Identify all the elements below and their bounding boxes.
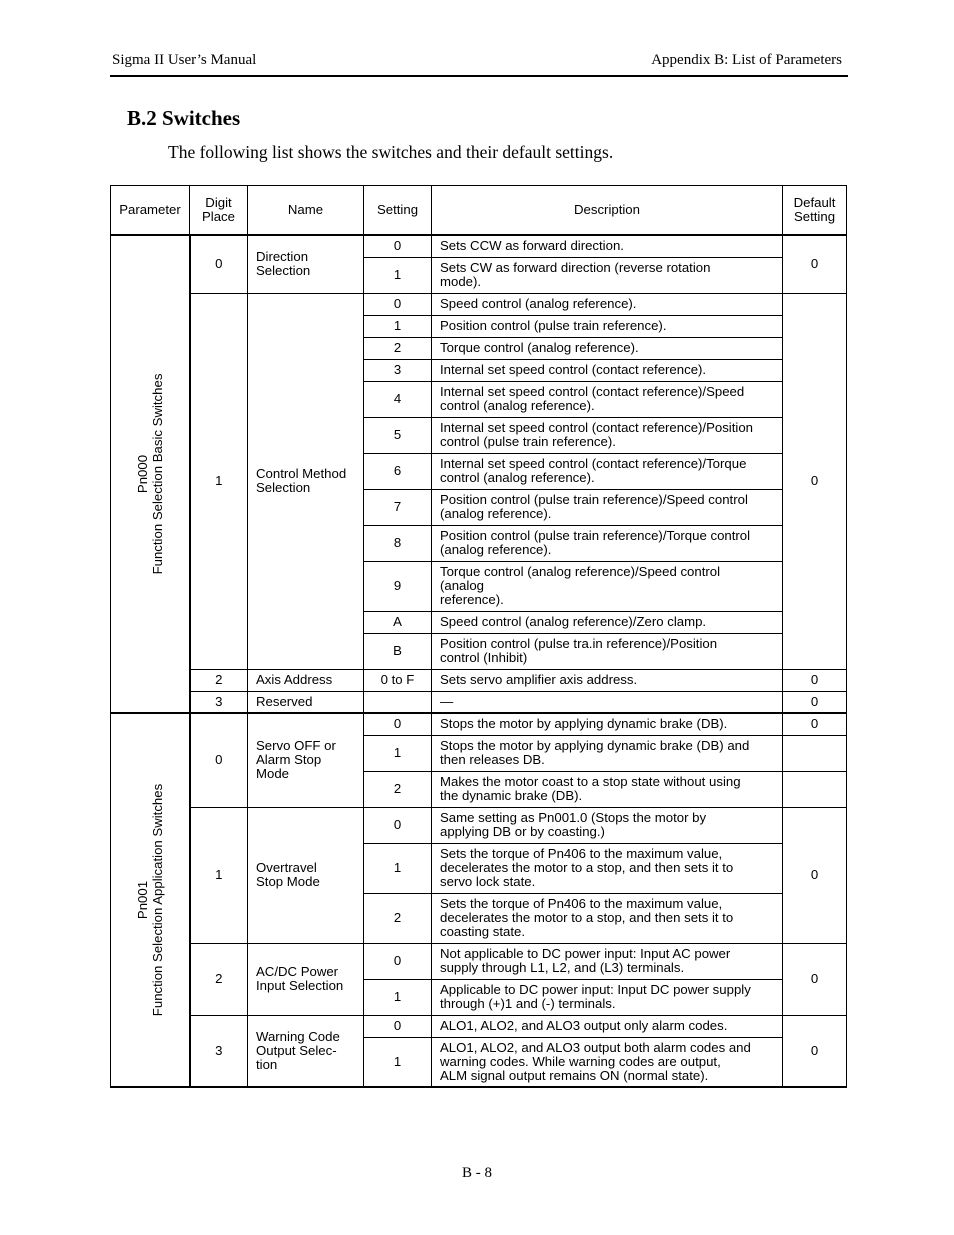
- setting-description-cell: Sets the torque of Pn406 to the maximum value, decelerates the motor to a stop, and then sets it to servo lock state.: [432, 843, 783, 893]
- running-header-left: Sigma II User’s Manual: [112, 52, 257, 68]
- switch-name-cell: Reserved: [248, 691, 364, 713]
- setting-description-cell: Torque control (analog reference)/Speed control (analog reference).: [432, 561, 783, 611]
- parameter-group-cell: [111, 713, 190, 1087]
- digit-place-cell: 0: [190, 235, 248, 293]
- switch-name-cell: Overtravel Stop Mode: [248, 807, 364, 943]
- setting-value-cell: 0: [364, 293, 432, 315]
- setting-description-cell: Stops the motor by applying dynamic brake (DB) and then releases DB.: [432, 735, 783, 771]
- digit-place-cell: 1: [190, 293, 248, 669]
- parameter-group-name: Function Selection Basic Switches: [149, 373, 165, 575]
- parameter-group-name: Function Selection Application Switches: [149, 783, 165, 1017]
- table-row: [111, 293, 847, 315]
- col-header-parameter: Parameter: [111, 186, 190, 236]
- digit-place-cell: 2: [190, 669, 248, 691]
- switch-name-cell: Axis Address: [248, 669, 364, 691]
- setting-description-cell: Internal set speed control (contact reference)/Position control (pulse train reference).: [432, 417, 783, 453]
- table-row: [111, 669, 847, 691]
- setting-value-cell: 1: [364, 257, 432, 293]
- switch-name-cell: Direction Selection: [248, 235, 364, 293]
- table-row: [111, 943, 847, 979]
- setting-description-cell: Speed control (analog reference).: [432, 293, 783, 315]
- setting-value-cell: 8: [364, 525, 432, 561]
- switch-name-cell: AC/DC Power Input Selection: [248, 943, 364, 1015]
- table-header-row: [111, 186, 847, 236]
- setting-description-cell: Stops the motor by applying dynamic brake (DB).: [432, 713, 783, 735]
- default-setting-cell: 0: [783, 669, 847, 691]
- parameter-group-cell: [111, 235, 190, 713]
- col-header-setting: Setting: [364, 186, 432, 236]
- parameter-id: Pn000: [134, 454, 150, 494]
- setting-value-cell: 6: [364, 453, 432, 489]
- default-setting-cell: [783, 771, 847, 807]
- setting-description-cell: Sets servo amplifier axis address.: [432, 669, 783, 691]
- setting-value-cell: 7: [364, 489, 432, 525]
- running-header-right: Appendix B: List of Parameters: [651, 52, 842, 68]
- setting-value-cell: [364, 691, 432, 713]
- digit-place-cell: 1: [190, 807, 248, 943]
- setting-description-cell: Torque control (analog reference).: [432, 337, 783, 359]
- setting-description-cell: Internal set speed control (contact reference)/Speed control (analog reference).: [432, 381, 783, 417]
- intro-paragraph: The following list shows the switches and their default settings.: [168, 142, 614, 162]
- parameter-group-label: [135, 374, 165, 575]
- setting-value-cell: 3: [364, 359, 432, 381]
- setting-description-cell: Position control (pulse train reference).: [432, 315, 783, 337]
- setting-description-cell: Sets CCW as forward direction.: [432, 235, 783, 257]
- default-setting-cell: [783, 735, 847, 771]
- setting-description-cell: Internal set speed control (contact reference).: [432, 359, 783, 381]
- setting-description-cell: Sets the torque of Pn406 to the maximum value, decelerates the motor to a stop, and then sets it to coasting state.: [432, 893, 783, 943]
- setting-value-cell: 1: [364, 1037, 432, 1087]
- digit-place-cell: 0: [190, 713, 248, 807]
- setting-description-cell: ALO1, ALO2, and ALO3 output both alarm codes and warning codes. While warning codes are output, ALM signal output remains ON (normal state).: [432, 1037, 783, 1087]
- default-setting-cell: 0: [783, 807, 847, 943]
- table-body: [111, 235, 847, 1087]
- setting-value-cell: A: [364, 611, 432, 633]
- page-number: B - 8: [462, 1165, 492, 1181]
- col-header-default: Default Setting: [783, 186, 847, 236]
- setting-value-cell: 0: [364, 235, 432, 257]
- setting-description-cell: Speed control (analog reference)/Zero clamp.: [432, 611, 783, 633]
- setting-value-cell: 2: [364, 771, 432, 807]
- setting-value-cell: 9: [364, 561, 432, 611]
- setting-description-cell: Not applicable to DC power input: Input AC power supply through L1, L2, and (L3) terminals.: [432, 943, 783, 979]
- setting-description-cell: Position control (pulse train reference)/Speed control (analog reference).: [432, 489, 783, 525]
- setting-value-cell: 1: [364, 979, 432, 1015]
- setting-value-cell: 0: [364, 943, 432, 979]
- col-header-digit-place: Digit Place: [190, 186, 248, 236]
- setting-description-cell: Applicable to DC power input: Input DC power supply through (+)1 and (-) terminals.: [432, 979, 783, 1015]
- setting-description-cell: ALO1, ALO2, and ALO3 output only alarm codes.: [432, 1015, 783, 1037]
- setting-description-cell: Makes the motor coast to a stop state without using the dynamic brake (DB).: [432, 771, 783, 807]
- table-row: [111, 691, 847, 713]
- section-title: B.2 Switches: [127, 106, 241, 130]
- table-row: [111, 235, 847, 257]
- setting-value-cell: B: [364, 633, 432, 669]
- setting-value-cell: 2: [364, 893, 432, 943]
- parameter-id: Pn001: [134, 880, 150, 920]
- setting-value-cell: 0: [364, 1015, 432, 1037]
- digit-place-cell: 2: [190, 943, 248, 1015]
- setting-value-cell: 1: [364, 735, 432, 771]
- default-setting-cell: 0: [783, 713, 847, 735]
- switch-name-cell: Warning Code Output Selec- tion: [248, 1015, 364, 1087]
- header-rule: [110, 75, 848, 77]
- setting-value-cell: 0: [364, 713, 432, 735]
- default-setting-cell: 0: [783, 691, 847, 713]
- setting-description-cell: —: [432, 691, 783, 713]
- table-row: [111, 1015, 847, 1037]
- setting-description-cell: Position control (pulse tra.in reference)/Position control (Inhibit): [432, 633, 783, 669]
- setting-value-cell: 2: [364, 337, 432, 359]
- default-setting-cell: 0: [783, 1015, 847, 1087]
- default-setting-cell: 0: [783, 293, 847, 669]
- setting-value-cell: 5: [364, 417, 432, 453]
- default-setting-cell: 0: [783, 943, 847, 1015]
- setting-description-cell: Position control (pulse train reference)/Torque control (analog reference).: [432, 525, 783, 561]
- switches-table: [110, 185, 847, 1088]
- setting-value-cell: 0: [364, 807, 432, 843]
- setting-description-cell: Same setting as Pn001.0 (Stops the motor by applying DB or by coasting.): [432, 807, 783, 843]
- setting-value-cell: 1: [364, 843, 432, 893]
- default-setting-cell: 0: [783, 235, 847, 293]
- parameter-group-label: [135, 784, 165, 1016]
- digit-place-cell: 3: [190, 1015, 248, 1087]
- setting-value-cell: 0 to F: [364, 669, 432, 691]
- setting-value-cell: 1: [364, 315, 432, 337]
- switch-name-cell: Control Method Selection: [248, 293, 364, 669]
- table-row: [111, 713, 847, 735]
- setting-description-cell: Sets CW as forward direction (reverse rotation mode).: [432, 257, 783, 293]
- switch-name-cell: Servo OFF or Alarm Stop Mode: [248, 713, 364, 807]
- col-header-description: Description: [432, 186, 783, 236]
- table-row: [111, 807, 847, 843]
- col-header-name: Name: [248, 186, 364, 236]
- setting-value-cell: 4: [364, 381, 432, 417]
- setting-description-cell: Internal set speed control (contact reference)/Torque control (analog reference).: [432, 453, 783, 489]
- digit-place-cell: 3: [190, 691, 248, 713]
